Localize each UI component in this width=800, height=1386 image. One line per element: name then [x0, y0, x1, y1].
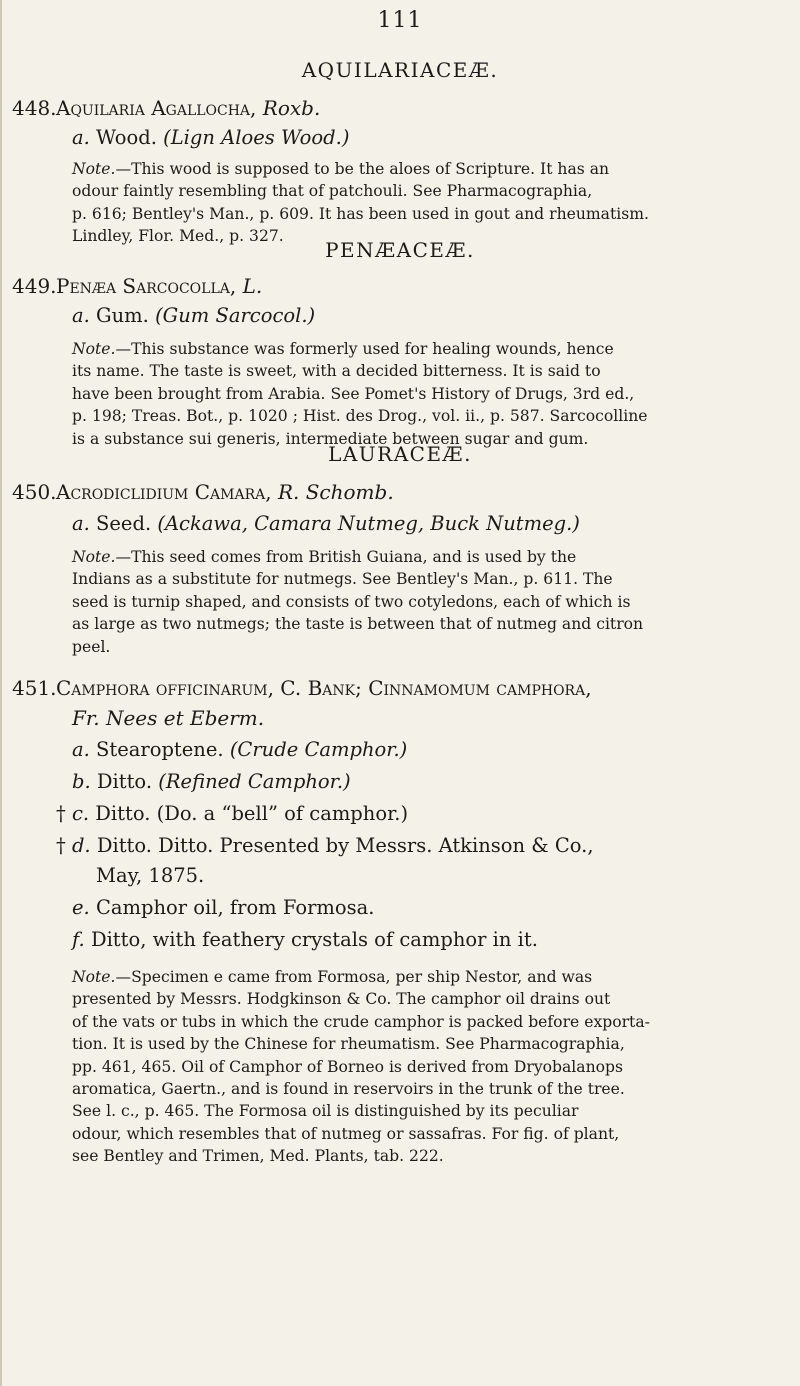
item-letter: a.	[72, 126, 90, 149]
entry-451-item-e	[72, 896, 374, 919]
authority: Roxb.	[262, 96, 321, 120]
item-letter: b.	[72, 770, 91, 793]
species: Sarcocolla,	[122, 274, 237, 298]
entry-name	[56, 480, 394, 504]
item-text: Camphor oil, from Formosa.	[95, 896, 375, 919]
page-edge	[0, 0, 2, 1386]
entry-451-item-c	[56, 802, 408, 825]
note-label: Note.	[72, 340, 116, 358]
family-heading-lauraceae: LAURACEÆ.	[328, 442, 472, 466]
entry-450-item-a	[72, 512, 580, 535]
item-letter: a.	[72, 738, 90, 761]
item-letter: f.	[72, 928, 85, 951]
item-text: Gum.	[96, 304, 149, 327]
note-line: tion. It is used by the Chinese for rheumatism. See Pharmacographia,	[72, 1035, 625, 1054]
entry-name	[56, 274, 262, 298]
dagger-mark: †	[56, 802, 66, 825]
family-heading-aquilariaceae: AQUILARIACEÆ.	[301, 58, 499, 82]
dagger-mark: †	[56, 834, 66, 857]
entry-name	[56, 96, 320, 120]
item-common-name: (Crude Camphor.)	[229, 738, 408, 761]
item-text: Seed.	[96, 512, 152, 535]
note-line: odour, which resembles that of nutmeg or sassafras. For fig. of plant,	[72, 1124, 620, 1143]
note-line: —This wood is supposed to be the aloes of Scripture. It has an	[115, 160, 610, 178]
item-text: Stearoptene.	[96, 738, 224, 761]
note-line: see Bentley and Trimen, Med. Plants, tab. 222.	[72, 1147, 444, 1166]
item-letter: c.	[71, 802, 90, 825]
item-common-name: (Lign Aloes Wood.)	[163, 126, 350, 149]
note-line: Lindley, Flor. Med., p. 327.	[72, 227, 284, 246]
entry-449-note	[72, 338, 762, 450]
note-label: Note.	[72, 160, 116, 178]
item-letter: e.	[72, 896, 90, 919]
entry-451-item-a	[72, 738, 407, 761]
entry-448-note	[72, 158, 762, 248]
species: Camara,	[194, 480, 272, 504]
entry-number: 448.	[12, 96, 57, 120]
note-line: as large as two nutmegs; the taste is between that of nutmeg and citron	[72, 615, 644, 634]
entry-451-item-d-cont	[96, 864, 204, 887]
note-line: peel.	[72, 637, 111, 656]
note-line: —Specimen e came from Formosa, per ship Nestor, and was	[115, 968, 593, 986]
item-text: Wood.	[96, 126, 157, 149]
note-line: aromatica, Gaertn., and is found in reservoirs in the trunk of the tree.	[72, 1080, 625, 1099]
note-line: Indians as a substitute for nutmegs. See Bentley's Man., p. 611. The	[72, 570, 613, 589]
item-common-name: (Refined Camphor.)	[158, 770, 351, 793]
note-label: Note.	[72, 968, 116, 986]
authority: R. Schomb.	[277, 480, 394, 504]
item-text: Ditto.	[96, 770, 153, 793]
note-line: of the vats or tubs in which the crude camphor is packed before exporta-	[72, 1012, 650, 1031]
item-common-name: (Do. a “bell” of camphor.)	[156, 802, 409, 825]
item-common-name: (Gum Sarcocol.)	[155, 304, 316, 327]
item-letter: a.	[72, 304, 90, 327]
item-common-name: (Ackawa, Camara Nutmeg, Buck Nutmeg.)	[157, 512, 580, 535]
authority: Fr. Nees et Eberm.	[72, 706, 265, 730]
item-text: Ditto, with feathery crystals of camphor in it.	[90, 928, 538, 951]
note-line: p. 198; Treas. Bot., p. 1020 ; Hist. des Drog., vol. ii., p. 587. Sarcocolline	[72, 407, 648, 426]
entry-449-item-a	[72, 304, 315, 327]
item-text: Ditto. Ditto. Presented by Messrs. Atkinson & Co.,	[96, 834, 594, 857]
item-text: Ditto.	[95, 802, 151, 825]
note-line: —This substance was formerly used for healing wounds, hence	[115, 340, 614, 358]
genus: Aquilaria	[56, 96, 145, 120]
entry-451-note	[72, 966, 762, 1168]
note-line: presented by Messrs. Hodgkinson & Co. The camphor oil drains out	[72, 990, 611, 1009]
note-line: have been brought from Arabia. See Pomet's History of Drugs, 3rd ed.,	[72, 384, 635, 403]
entry-450-note	[72, 546, 762, 658]
entry-number: 451.	[12, 676, 57, 700]
entry-451-item-b	[72, 770, 351, 793]
note-line: pp. 461, 465. Oil of Camphor of Borneo is derived from Dryobalanops	[72, 1057, 624, 1076]
species: Agallocha,	[151, 96, 257, 120]
entry-number: 450.	[12, 480, 57, 504]
note-line: See l. c., p. 465. The Formosa oil is distinguished by its peculiar	[72, 1102, 579, 1121]
entry-448-item-a	[72, 126, 349, 149]
note-line: —This seed comes from British Guiana, and is used by the	[115, 548, 577, 566]
entry-451-heading-line2	[72, 706, 264, 730]
page-number: 111	[377, 8, 423, 33]
authority: L.	[242, 274, 263, 298]
note-line: p. 616; Bentley's Man., p. 609. It has been used in gout and rheumatism.	[72, 204, 649, 223]
genus: Penæa	[56, 274, 117, 298]
note-line: seed is turnip shaped, and consists of two cotyledons, each of which is	[72, 592, 631, 611]
entry-number: 449.	[12, 274, 57, 298]
item-text: May, 1875.	[96, 864, 205, 887]
item-letter: a.	[72, 512, 90, 535]
entry-name: Camphora officinarum, C. Bank; Cinnamomum camphora,	[56, 676, 592, 700]
genus: Acrodiclidium	[56, 480, 189, 504]
item-letter: d.	[71, 834, 91, 857]
note-line: is a substance sui generis, intermediate between sugar and gum.	[72, 429, 589, 448]
family-heading-penaeaceae: PENÆACEÆ.	[325, 238, 475, 262]
note-line: its name. The taste is sweet, with a decided bitterness. It is said to	[72, 362, 601, 381]
entry-451-item-d	[56, 834, 594, 857]
note-label: Note.	[72, 548, 116, 566]
entry-451-item-f	[72, 928, 538, 951]
note-line: odour faintly resembling that of patchouli. See Pharmacographia,	[72, 182, 593, 201]
